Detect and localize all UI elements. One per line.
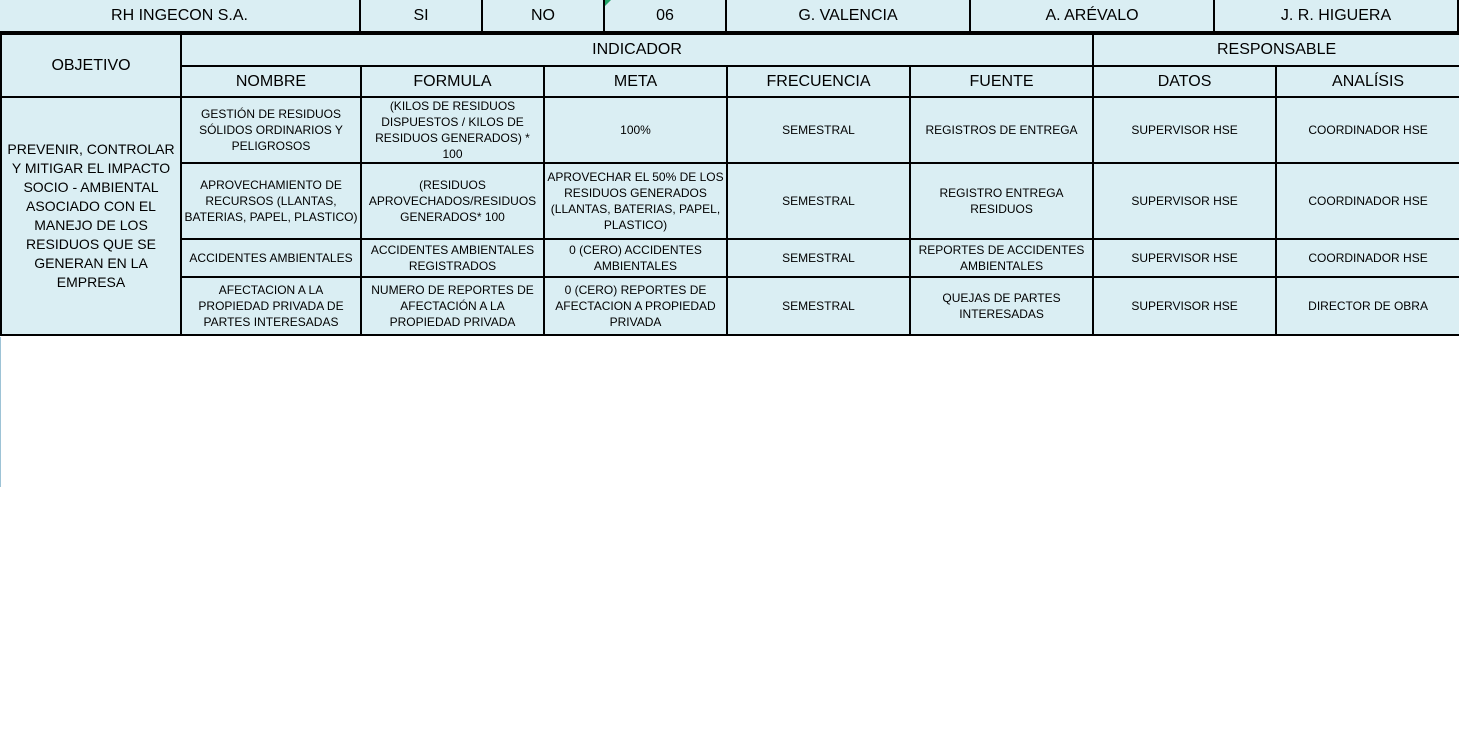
table-row xyxy=(1,97,1459,163)
frecuencia-cell[interactable]: SEMESTRAL xyxy=(727,277,910,335)
analisis-cell[interactable]: COORDINADOR HSE xyxy=(1276,239,1459,277)
meta-cell[interactable]: APROVECHAR EL 50% DE LOS RESIDUOS GENERADOS (LLANTAS, BATERIAS, PAPEL, PLASTICO) xyxy=(544,163,727,239)
si-label: SI xyxy=(413,6,429,24)
frecuencia-cell[interactable]: SEMESTRAL xyxy=(727,97,910,163)
table-row xyxy=(1,239,1459,277)
indicator-table xyxy=(0,33,1459,336)
version-cell[interactable] xyxy=(605,0,727,31)
meta-cell[interactable]: 0 (CERO) ACCIDENTES AMBIENTALES xyxy=(544,239,727,277)
elaborado-cell[interactable] xyxy=(727,0,971,31)
no-label: NO xyxy=(531,6,555,24)
indicador-header[interactable]: INDICADOR xyxy=(181,34,1093,66)
comment-marker-icon xyxy=(605,0,611,6)
frecuencia-cell[interactable]: SEMESTRAL xyxy=(727,239,910,277)
person-name: G. VALENCIA xyxy=(798,6,898,24)
nombre-cell[interactable]: APROVECHAMIENTO DE RECURSOS (LLANTAS, BATERIAS, PAPEL, PLASTICO) xyxy=(181,163,361,239)
meta-header[interactable]: META xyxy=(544,66,727,97)
datos-cell[interactable]: SUPERVISOR HSE xyxy=(1093,97,1276,163)
analisis-cell[interactable]: DIRECTOR DE OBRA xyxy=(1276,277,1459,335)
analisis-header[interactable]: ANALÍSIS xyxy=(1276,66,1459,97)
fuente-header[interactable]: FUENTE xyxy=(910,66,1093,97)
table-row xyxy=(1,277,1459,335)
revisado-cell[interactable] xyxy=(971,0,1215,31)
frecuencia-cell[interactable]: SEMESTRAL xyxy=(727,163,910,239)
formula-cell[interactable]: (RESIDUOS APROVECHADOS/RESIDUOS GENERADOS* 100 xyxy=(361,163,544,239)
fuente-cell[interactable]: REGISTRO ENTREGA RESIDUOS xyxy=(910,163,1093,239)
frecuencia-header[interactable]: FRECUENCIA xyxy=(727,66,910,97)
meta-cell[interactable]: 100% xyxy=(544,97,727,163)
aprobado-cell[interactable] xyxy=(1215,0,1459,31)
datos-cell[interactable]: SUPERVISOR HSE xyxy=(1093,163,1276,239)
version-number: 06 xyxy=(656,6,674,24)
responsable-header[interactable]: RESPONSABLE xyxy=(1093,34,1459,66)
nombre-cell[interactable]: AFECTACION A LA PROPIEDAD PRIVADA DE PARTES INTERESADAS xyxy=(181,277,361,335)
datos-cell[interactable]: SUPERVISOR HSE xyxy=(1093,277,1276,335)
no-cell[interactable] xyxy=(483,0,605,31)
datos-cell[interactable]: SUPERVISOR HSE xyxy=(1093,239,1276,277)
objetivo-header[interactable]: OBJETIVO xyxy=(1,34,181,97)
company-name: RH INGECON S.A. xyxy=(111,6,248,24)
fuente-cell[interactable]: QUEJAS DE PARTES INTERESADAS xyxy=(910,277,1093,335)
nombre-cell[interactable]: ACCIDENTES AMBIENTALES xyxy=(181,239,361,277)
column-edge-line xyxy=(0,337,1,487)
company-name-cell[interactable] xyxy=(0,0,361,31)
person-name: A. ARÉVALO xyxy=(1045,6,1139,24)
datos-header[interactable]: DATOS xyxy=(1093,66,1276,97)
table-row xyxy=(1,163,1459,239)
formula-header[interactable]: FORMULA xyxy=(361,66,544,97)
analisis-cell[interactable]: COORDINADOR HSE xyxy=(1276,163,1459,239)
person-name: J. R. HIGUERA xyxy=(1280,6,1392,24)
formula-cell[interactable]: NUMERO DE REPORTES DE AFECTACIÓN A LA PROPIEDAD PRIVADA xyxy=(361,277,544,335)
fuente-cell[interactable]: REGISTROS DE ENTREGA xyxy=(910,97,1093,163)
nombre-cell[interactable]: GESTIÓN DE RESIDUOS SÓLIDOS ORDINARIOS Y PELIGROSOS xyxy=(181,97,361,163)
formula-cell[interactable]: (KILOS DE RESIDUOS DISPUESTOS / KILOS DE RESIDUOS GENERADOS) * 100 xyxy=(361,97,544,163)
fuente-cell[interactable]: REPORTES DE ACCIDENTES AMBIENTALES xyxy=(910,239,1093,277)
nombre-header[interactable]: NOMBRE xyxy=(181,66,361,97)
objetivo-cell[interactable]: PREVENIR, CONTROLAR Y MITIGAR EL IMPACTO SOCIO - AMBIENTAL ASOCIADO CON EL MANEJO DE LOS RESIDUOS QUE SE GENERAN EN LA EMPRESA xyxy=(1,97,181,335)
formula-cell[interactable]: ACCIDENTES AMBIENTALES REGISTRADOS xyxy=(361,239,544,277)
meta-cell[interactable]: 0 (CERO) REPORTES DE AFECTACION A PROPIEDAD PRIVADA xyxy=(544,277,727,335)
analisis-cell[interactable]: COORDINADOR HSE xyxy=(1276,97,1459,163)
header-info-bar xyxy=(0,0,1459,33)
si-cell[interactable] xyxy=(361,0,483,31)
